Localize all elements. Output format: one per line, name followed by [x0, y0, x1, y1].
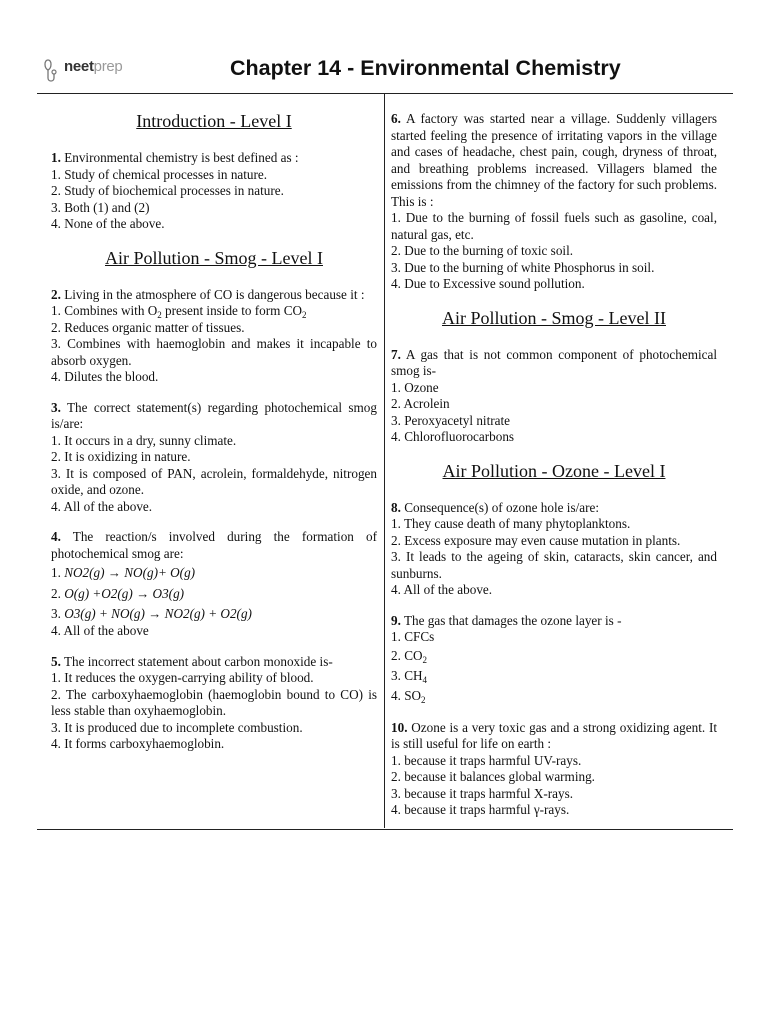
option: 2. because it balances global warming. — [391, 769, 595, 784]
question-number: 1. — [51, 150, 61, 165]
option: 1. NO2(g) → NO(g)+ O(g) — [51, 565, 196, 580]
option: 1. because it traps harmful UV-rays. — [391, 752, 582, 768]
column-divider — [384, 94, 385, 828]
option: 1. It occurs in a dry, sunny climate. — [51, 432, 237, 448]
question-number: 6. — [391, 111, 401, 126]
question-5 — [51, 654, 377, 753]
option: 2. It is oxidizing in nature. — [51, 449, 191, 464]
option: 4. Chlorofluorocarbons — [391, 429, 515, 444]
question-7 — [391, 347, 717, 446]
option: 4. Due to Excessive sound pollution. — [391, 276, 585, 291]
question-8 — [391, 500, 717, 599]
option: 3. Due to the burning of white Phosphorus in soil. — [391, 259, 655, 275]
option: 4. All of the above. — [391, 582, 493, 597]
question-number: 5. — [51, 653, 61, 669]
question-number: 3. — [51, 399, 61, 415]
question-stem: The reaction/s involved during the formation of photochemical smog are: — [51, 529, 377, 561]
option: 3. Combines with haemoglobin and makes it incapable to absorb oxygen. — [51, 336, 377, 368]
option: 4. None of the above. — [51, 216, 165, 231]
option: 3. O3(g) + NO(g) → NO2(g) + O2(g) — [51, 606, 252, 621]
option: 2. The carboxyhaemoglobin (haemoglobin bound to CO) is less stable than oxyhaemoglobin. — [51, 686, 377, 718]
option: 3. Both (1) and (2) — [51, 199, 150, 215]
option: 3. $CH_4$ — [391, 667, 428, 685]
option: 3. It is produced due to incomplete combustion. — [51, 719, 303, 735]
question-9 — [391, 613, 717, 706]
section-heading: Air Pollution - Smog - Level I — [105, 247, 323, 268]
question-number: 8. — [391, 499, 401, 515]
option: 3. It is composed of PAN, acrolein, formaldehyde, nitrogen oxide, and ozone. — [51, 465, 377, 497]
section-heading: Introduction - Level I — [136, 111, 292, 131]
question-2 — [51, 287, 377, 386]
option: 1. Combines with $O_2$ present inside to form $CO_2$ — [51, 303, 307, 320]
question-number: 2. — [51, 286, 61, 302]
option: 2. Due to the burning of toxic soil. — [391, 243, 574, 258]
option: 1. CFCs — [391, 629, 435, 644]
question-stem: Consequence(s) of ozone hole is/are: — [404, 499, 599, 515]
question-number: 4. — [51, 529, 61, 544]
option: 2. Excess exposure may even cause mutation in plants. — [391, 532, 681, 548]
option: 4. It forms carboxyhaemoglobin. — [51, 736, 225, 751]
logo-wordmark: neetprep — [64, 58, 123, 75]
option: 1. Study of chemical processes in nature. — [51, 166, 268, 182]
right-column — [391, 111, 717, 833]
option: 1. It reduces the oxygen-carrying ability of blood. — [51, 670, 314, 685]
option: 4. All of the above. — [51, 498, 153, 514]
header-divider — [37, 93, 733, 94]
question-stem: The gas that damages the ozone layer is - — [403, 612, 622, 628]
option: 4. All of the above — [51, 623, 149, 638]
option: 4. because it traps harmful γ-rays. — [391, 802, 570, 817]
page-title: Chapter 14 - Environmental Chemistry — [230, 56, 621, 80]
option: 3. It leads to the ageing of skin, cataracts, skin cancer, and sunburns. — [391, 549, 717, 581]
option: 3. Peroxyacetyl nitrate — [391, 412, 511, 428]
question-stem: A factory was started near a village. Suddenly villagers started feeling the presence of irritating vapors in the village and cases of headache, chest pain, cough, dryness of throat, and breathing problems increased. Villagers blamed the emissions from the chimney of the factory for such problems. This is : — [391, 111, 717, 209]
option: 3. because it traps harmful X-rays. — [391, 785, 573, 801]
question-1 — [51, 150, 377, 233]
option: 2. $CO_2$ — [391, 647, 428, 665]
option: 4. $SO_2$ — [391, 687, 426, 705]
option: 2. Study of biochemical processes in nature. — [51, 183, 284, 198]
option: 1. They cause death of many phytoplanktons. — [391, 516, 631, 531]
question-stem: The incorrect statement about carbon monoxide is- — [63, 653, 333, 669]
question-number: 9. — [391, 612, 401, 628]
question-number: 10. — [391, 719, 408, 735]
question-stem: Living in the atmosphere of CO is dangerous because it : — [64, 286, 365, 302]
question-stem: A gas that is not common component of photochemical smog is- — [391, 346, 717, 378]
question-4 — [51, 529, 377, 640]
option: 4. Dilutes the blood. — [51, 369, 159, 384]
question-3 — [51, 400, 377, 516]
left-column — [51, 108, 377, 767]
question-6 — [391, 111, 717, 293]
footer-divider — [37, 829, 733, 830]
section-heading: Air Pollution - Smog - Level II — [442, 307, 666, 328]
question-10 — [391, 720, 717, 819]
section-heading: Air Pollution - Ozone - Level I — [442, 460, 666, 481]
question-number: 7. — [391, 346, 401, 362]
option: 1. Due to the burning of fossil fuels such as gasoline, coal, natural gas, etc. — [391, 210, 717, 242]
question-stem: Ozone is a very toxic gas and a strong oxidizing agent. It is still useful for life on earth : — [391, 719, 717, 751]
option: 2. O(g) +O2(g) → O3(g) — [51, 586, 185, 601]
option: 2. Acrolein — [391, 396, 450, 411]
question-stem: Environmental chemistry is best defined as : — [64, 150, 299, 165]
option: 2. Reduces organic matter of tissues. — [51, 319, 245, 335]
question-stem: The correct statement(s) regarding photochemical smog is/are: — [51, 399, 377, 431]
option: 1. Ozone — [391, 379, 439, 395]
